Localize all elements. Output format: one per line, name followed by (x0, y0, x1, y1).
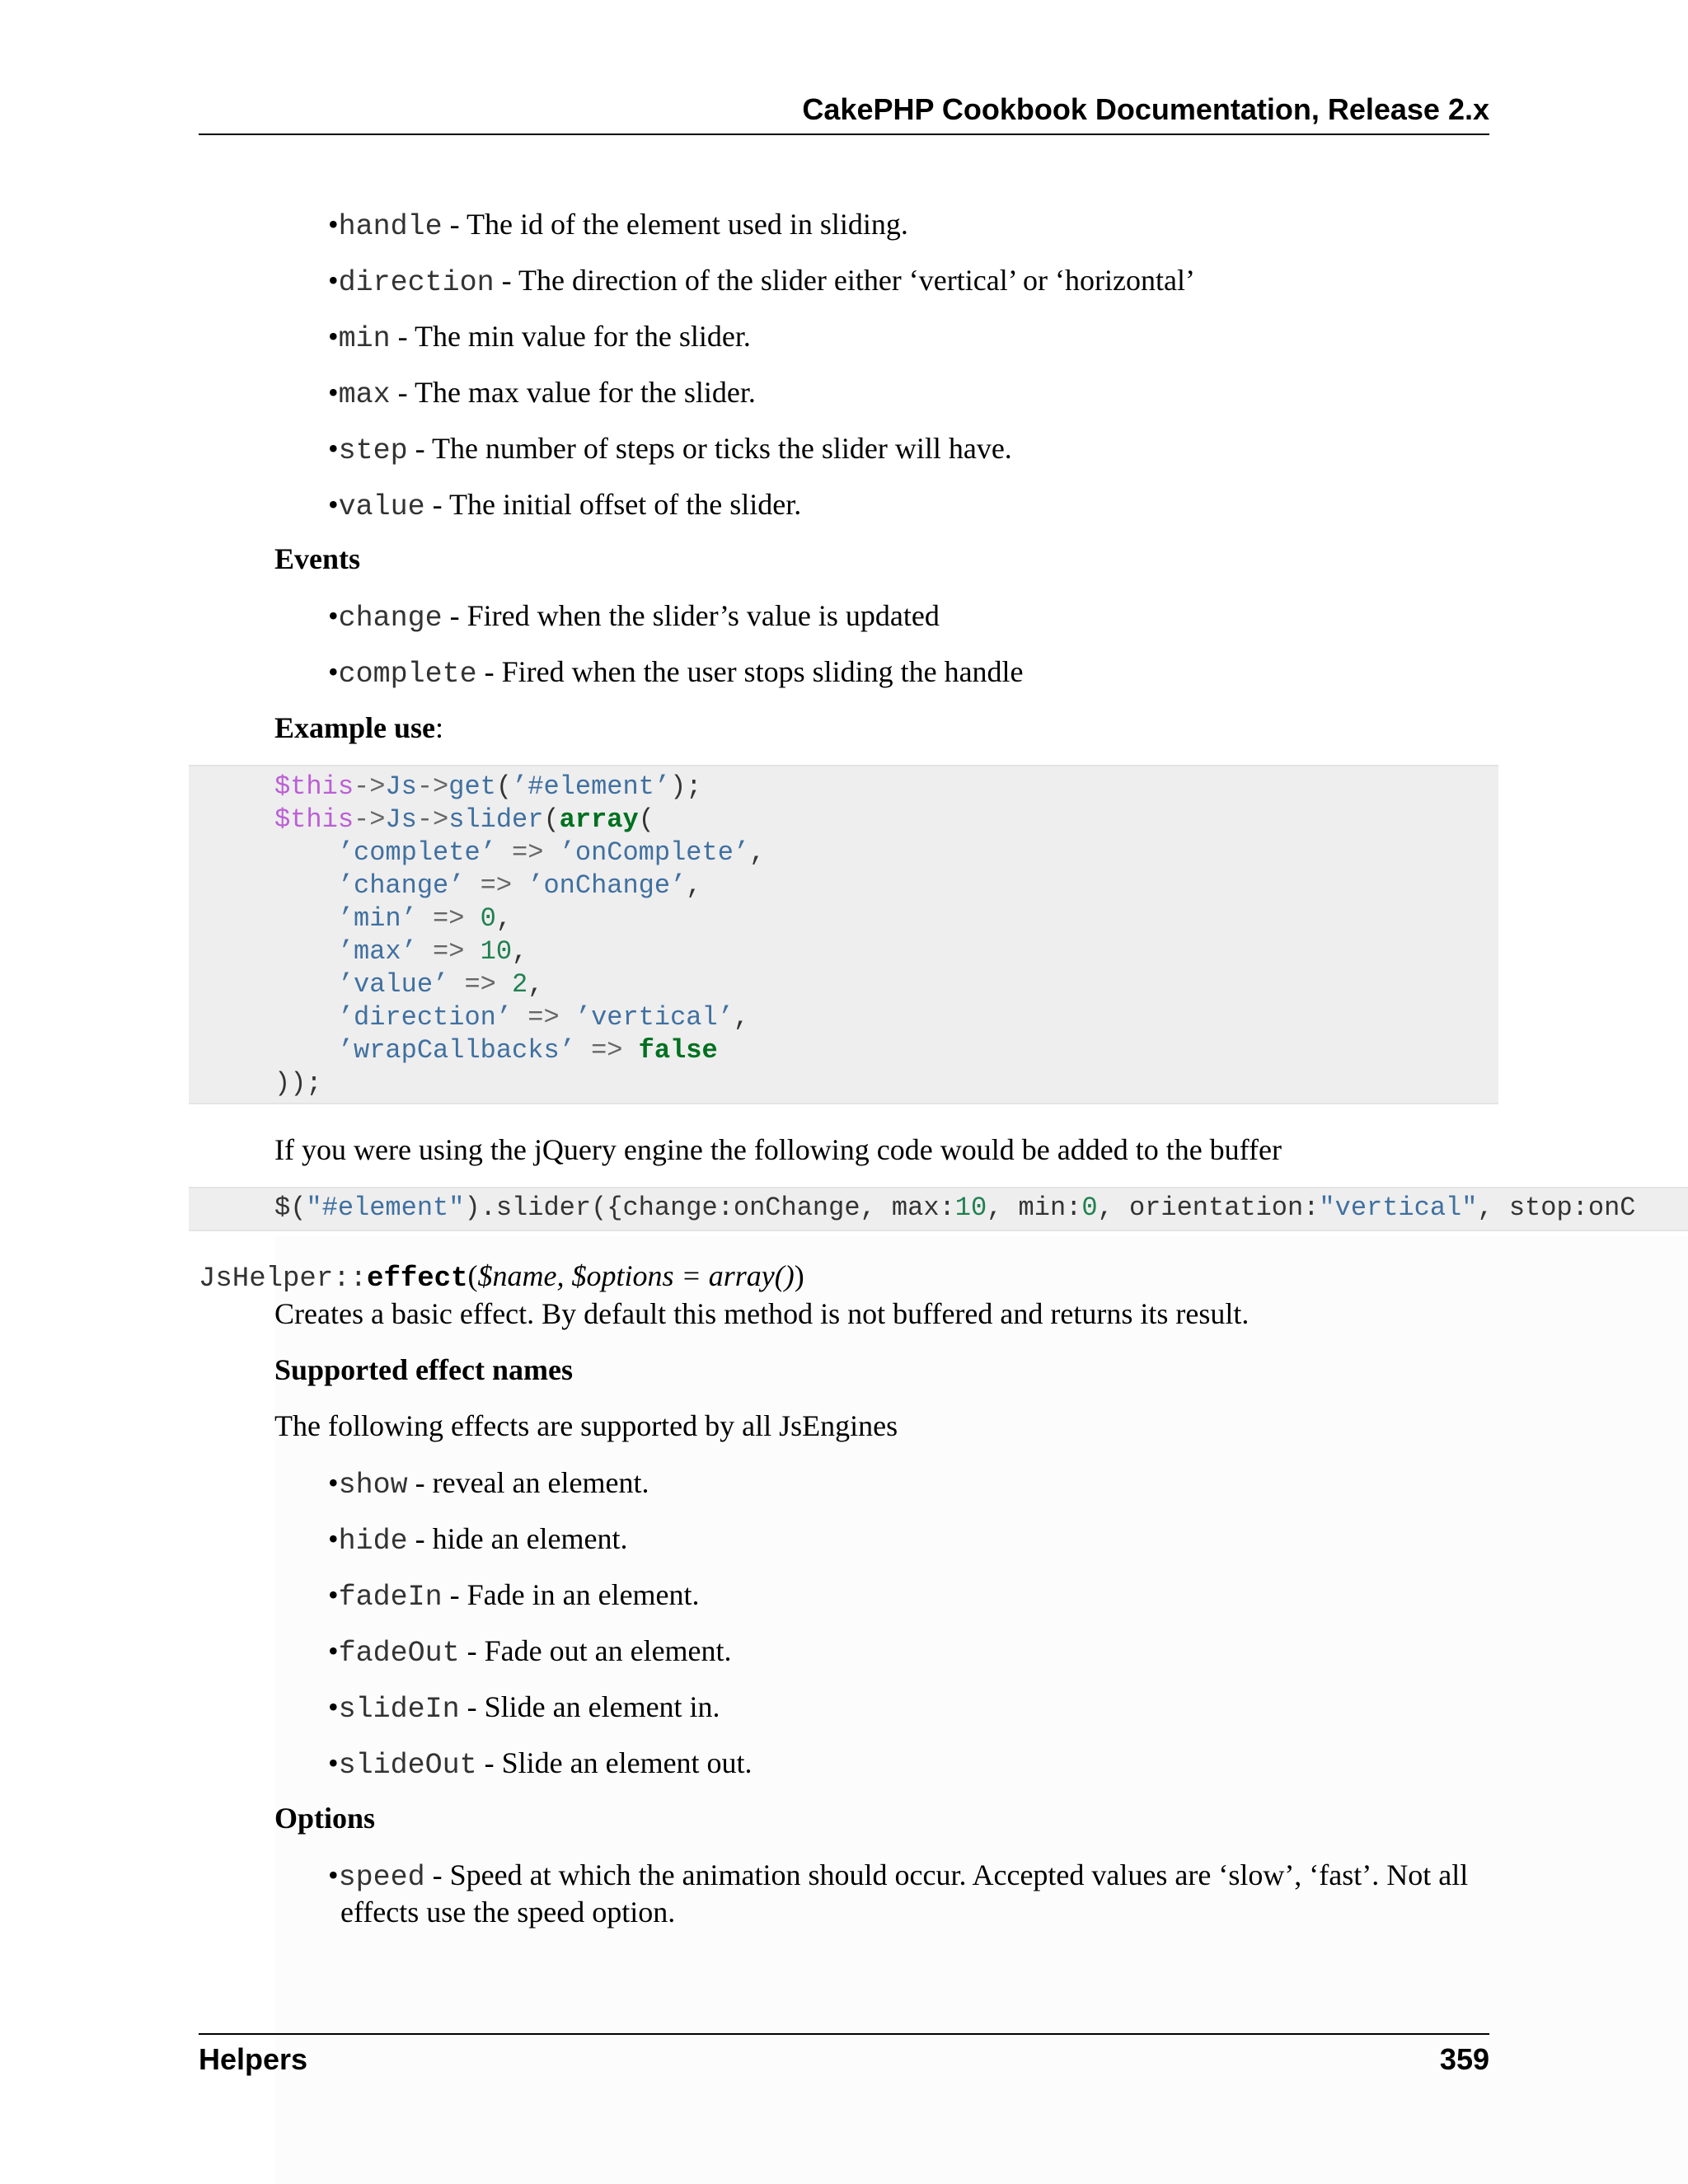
code-line: ’max’ => 10, (337, 936, 528, 967)
supported-intro: The following effects are supported by all JsEngines (274, 1409, 898, 1442)
class-name: JsHelper (199, 1263, 334, 1295)
running-header: CakePHP Cookbook Documentation, Release 2.x (802, 92, 1489, 126)
options-heading: Options (274, 1802, 376, 1835)
option-code: handle (338, 210, 443, 243)
effect-desc: - reveal an element. (407, 1466, 649, 1499)
method-name: effect (367, 1263, 468, 1295)
option-code: max (338, 378, 391, 411)
effect-desc: - Fade in an element. (442, 1578, 700, 1611)
option-desc: - The id of the element used in sliding. (442, 208, 908, 241)
events-heading: Events (274, 542, 361, 575)
code-line: ’value’ => 2, (337, 969, 544, 1000)
effect-code: slideIn (338, 1693, 460, 1726)
code-line: ’complete’ => ’onComplete’, (337, 837, 766, 868)
code-line: ’min’ => 0, (337, 903, 513, 934)
page-number: 359 (1439, 2042, 1489, 2076)
option-desc: - Speed at which the animation should occur. Accepted values are ‘slow’, ‘fast’. Not all (424, 1858, 1469, 1891)
option-desc: - The number of steps or ticks the slider will have. (407, 432, 1012, 465)
event-code: change (338, 602, 443, 635)
effect-desc: - Fade out an element. (459, 1634, 732, 1667)
footer-rule (199, 2033, 1489, 2035)
event-desc: - Fired when the slider’s value is updated (442, 599, 940, 632)
option-desc-continued: effects use the speed option. (340, 1896, 676, 1929)
method-signature: JsHelper::effect($name, $options = array()) (199, 1259, 804, 1295)
option-desc: - The min value for the slider. (390, 320, 751, 353)
code-line: $this->Js->slider(array( (274, 804, 654, 835)
footer-section: Helpers (199, 2042, 308, 2076)
option-code: direction (338, 266, 495, 299)
list-item: •slideOut - Slide an element out. (328, 1746, 753, 1782)
effect-code: slideOut (338, 1749, 477, 1782)
effect-code: show (338, 1469, 408, 1502)
header-rule (199, 134, 1489, 135)
list-item: •slideIn - Slide an element in. (328, 1690, 720, 1726)
option-desc: - The initial offset of the slider. (424, 488, 802, 521)
list-item: •step - The number of steps or ticks the slider will have. (328, 432, 1012, 467)
code-line: $("#element").slider({change:onChange, max:10, min:0, orientation:"vertical", stop:onC (274, 1193, 1636, 1223)
option-code: step (338, 434, 408, 467)
list-item: •max - The max value for the slider. (328, 376, 756, 411)
option-code: speed (338, 1861, 425, 1894)
list-item: •min - The min value for the slider. (328, 320, 751, 355)
effect-desc: - hide an element. (407, 1522, 628, 1555)
event-desc: - Fired when the user stops sliding the handle (476, 655, 1024, 688)
list-item: •fadeIn - Fade in an element. (328, 1578, 700, 1614)
effect-code: fadeIn (338, 1581, 443, 1614)
example-heading: Example use: (274, 711, 444, 744)
list-item: •direction - The direction of the slider either ‘vertical’ or ‘horizontal’ (328, 264, 1195, 299)
option-code: value (338, 490, 425, 523)
list-item: •speed - Speed at which the animation should occur. Accepted values are ‘slow’, ‘fast’. Not all (328, 1858, 1469, 1894)
effect-desc: - Slide an element in. (459, 1690, 720, 1723)
list-item: •complete - Fired when the user stops sliding the handle (328, 655, 1024, 691)
list-item: •handle - The id of the element used in sliding. (328, 208, 908, 243)
event-code: complete (338, 658, 477, 691)
list-item: •show - reveal an element. (328, 1466, 649, 1502)
list-item: •hide - hide an element. (328, 1522, 628, 1558)
code-line: ’change’ => ’onChange’, (337, 870, 702, 901)
list-item: •value - The initial offset of the slider. (328, 488, 802, 523)
code-line: $this->Js->get(’#element’); (274, 771, 702, 802)
effect-code: hide (338, 1525, 408, 1558)
effect-desc: - Slide an element out. (476, 1746, 753, 1779)
method-params: $name, $options = array() (477, 1259, 795, 1292)
list-item: •change - Fired when the slider’s value is updated (328, 599, 940, 635)
effect-description: Creates a basic effect. By default this method is not buffered and returns its result. (274, 1297, 1250, 1330)
supported-heading: Supported effect names (274, 1353, 573, 1386)
jquery-intro: If you were using the jQuery engine the following code would be added to the buffer (274, 1133, 1282, 1166)
code-line: )); (274, 1068, 322, 1099)
option-desc: - The max value for the slider. (390, 376, 756, 409)
code-line: ’direction’ => ’vertical’, (337, 1002, 750, 1033)
code-line: ’wrapCallbacks’ => false (337, 1035, 718, 1066)
option-code: min (338, 322, 391, 355)
option-desc: - The direction of the slider either ‘vertical’ or ‘horizontal’ (494, 264, 1195, 297)
effect-code: fadeOut (338, 1637, 460, 1670)
list-item: •fadeOut - Fade out an element. (328, 1634, 732, 1670)
